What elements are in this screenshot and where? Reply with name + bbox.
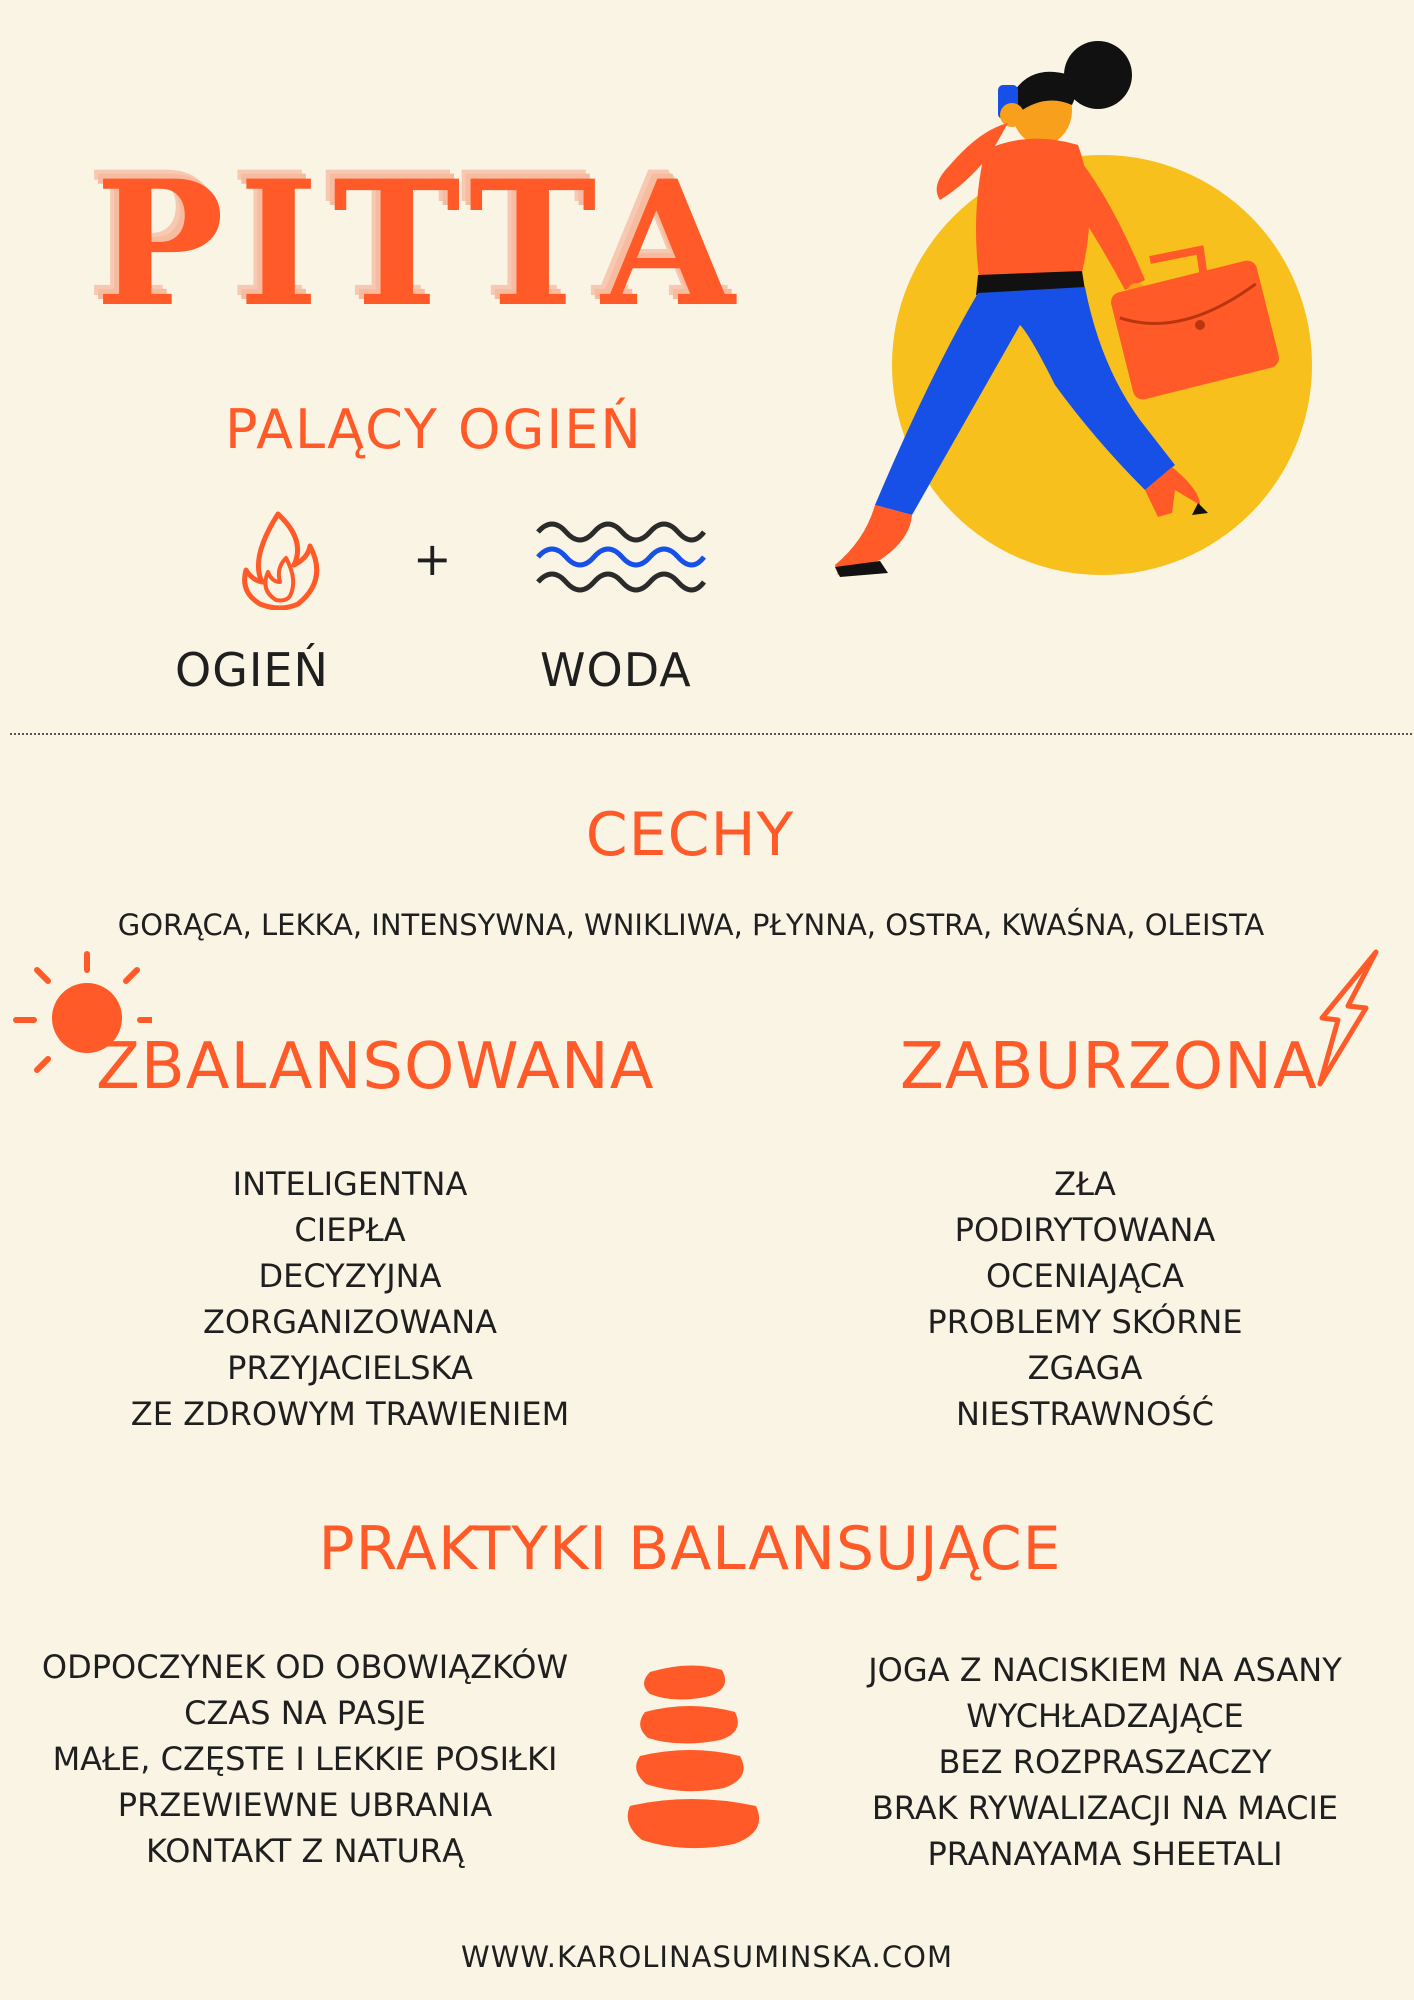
list-item: PRANAYAMA SHEETALI bbox=[927, 1835, 1283, 1873]
plus-sign: + bbox=[413, 532, 452, 586]
list-item: PROBLEMY SKÓRNE bbox=[927, 1303, 1243, 1341]
practices-left-list bbox=[0, 1644, 610, 1874]
list-item: JOGA Z NACISKIEM NA ASANY bbox=[868, 1651, 1342, 1689]
list-item: PRZYJACIELSKA bbox=[227, 1349, 473, 1387]
list-item: BRAK RYWALIZACJI NA MACIE bbox=[871, 1789, 1339, 1827]
list-item: BEZ ROZPRASZACZY bbox=[938, 1743, 1272, 1781]
practices-heading: PRAKTYKI BALANSUJĄCE bbox=[318, 1514, 1062, 1584]
fire-icon bbox=[236, 510, 322, 610]
balancing-stones-icon bbox=[620, 1660, 770, 1860]
list-item: PRZEWIEWNE UBRANIA bbox=[117, 1786, 493, 1824]
woman-illustration bbox=[780, 35, 1330, 595]
element-label-water: WODA bbox=[540, 643, 692, 697]
balanced-heading: ZBALANSOWANA bbox=[96, 1030, 655, 1104]
element-label-fire: OGIEŃ bbox=[175, 643, 329, 697]
balanced-list bbox=[80, 1161, 620, 1437]
list-item: CZAS NA PASJE bbox=[184, 1694, 426, 1732]
list-item: WYCHŁADZAJĄCE bbox=[966, 1697, 1244, 1735]
waves-icon bbox=[536, 512, 706, 602]
list-item: ZORGANIZOWANA bbox=[202, 1303, 498, 1341]
disturbed-list bbox=[840, 1161, 1330, 1437]
lightning-icon bbox=[1310, 948, 1380, 1088]
list-item: ZŁA bbox=[1054, 1165, 1116, 1203]
list-item: ZGAGA bbox=[1027, 1349, 1143, 1387]
list-item: NIESTRAWNOŚĆ bbox=[956, 1395, 1214, 1433]
list-item: CIEPŁA bbox=[294, 1211, 406, 1249]
list-item: PODIRYTOWANA bbox=[954, 1211, 1216, 1249]
divider bbox=[10, 733, 1412, 735]
website-link[interactable]: WWW.KAROLINASUMINSKA.COM bbox=[461, 1940, 953, 1974]
list-item: ZE ZDROWYM TRAWIENIEM bbox=[130, 1395, 570, 1433]
list-item: MAŁE, CZĘSTE I LEKKIE POSIŁKI bbox=[52, 1740, 558, 1778]
page-subtitle: PALĄCY OGIEŃ bbox=[225, 398, 643, 461]
practices-right-list bbox=[830, 1647, 1380, 1877]
list-item: DECYZYJNA bbox=[258, 1257, 442, 1295]
list-item: INTELIGENTNA bbox=[232, 1165, 468, 1203]
list-item: OCENIAJĄCA bbox=[985, 1257, 1184, 1295]
disturbed-heading: ZABURZONA bbox=[900, 1030, 1318, 1104]
list-item: KONTAKT Z NATURĄ bbox=[145, 1832, 465, 1870]
list-item: ODPOCZYNEK OD OBOWIĄZKÓW bbox=[41, 1648, 569, 1686]
page-title: PITTA bbox=[95, 142, 749, 345]
cechy-description: GORĄCA, LEKKA, INTENSYWNA, WNIKLIWA, PŁYNNA, OSTRA, KWAŚNA, OLEISTA bbox=[117, 908, 1265, 942]
cechy-heading: CECHY bbox=[585, 800, 795, 870]
